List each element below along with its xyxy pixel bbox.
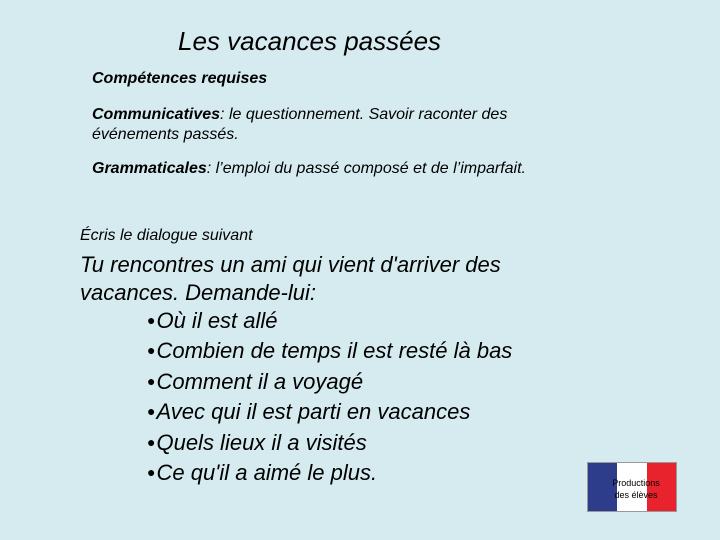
list-item-text: Où il est allé [156, 308, 278, 333]
bullet-icon: ● [147, 464, 156, 481]
bullet-icon: ● [147, 342, 156, 359]
list-item [147, 459, 512, 489]
bullet-icon: ● [147, 372, 156, 389]
list-item [147, 429, 512, 459]
communicatives-text: : le questionnement. Savoir raconter des événements passés. [92, 106, 508, 143]
bullet-icon: ● [147, 403, 156, 420]
list-item-text: Combien de temps il est resté là bas [156, 338, 513, 364]
list-item-text: Comment il a voyagé [156, 368, 364, 394]
competences-heading: Compétences requises [92, 70, 268, 87]
communicatives-label: Communicatives [92, 106, 221, 123]
list-item-text: Quels lieux il a visités [156, 429, 367, 455]
exercise-scenario: Tu rencontres un ami qui vient d'arriver des vacances. Demande-lui: [80, 252, 501, 305]
page-title: Les vacances passées [178, 26, 442, 56]
list-item-text: Avec qui il est parti en vacances [156, 399, 471, 425]
grammaticales-label: Grammaticales [92, 160, 207, 177]
list-item [147, 368, 512, 398]
grammaticales-text: : l’emploi du passé composé et de l’imparfait. [206, 160, 526, 177]
list-item [147, 398, 512, 428]
french-flag-icon[interactable] [587, 462, 677, 512]
communicatives-paragraph [92, 105, 582, 145]
list-item [147, 337, 512, 367]
grammaticales-paragraph [92, 159, 582, 179]
bullet-icon: ● [147, 312, 156, 328]
list-item-text: Ce qu'il a aimé le plus. [156, 460, 378, 486]
bullet-icon: ● [147, 433, 156, 450]
list-item [147, 307, 512, 337]
question-list [147, 307, 512, 489]
productions-link-label: Productions des élèves [612, 478, 660, 500]
exercise-instruction: Écris le dialogue suivant [80, 227, 253, 244]
